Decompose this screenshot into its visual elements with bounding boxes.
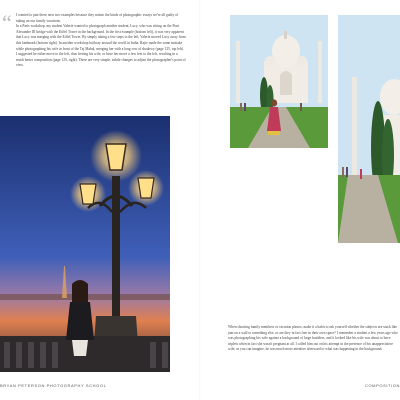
intro-paragraph-2: In a Paris workshop, my student Valerie wanted to photograph another student, Lucy, who was sitting on the Pont Alexandre III bridge with the Eiffel Tower in the background. In the first example (bottom left), it was very apparent that Lucy was merging with the Eiffel Tower. By simply taking a few steps to the left, Valerie moved Lucy away from this landmark (bottom right). In another workshop halfway around the world in India, Rajiv made the same mistake while photographing his wife in front of the Taj Mahal, merging her with a long row of shadowy (page 125, top left). I suggested he either move to the left, thus freeing his wife, or have her move a few feet to the left, resulting in a much better composition (page 125, right). These are very simple, subtle changes to adjust the photographer's point of view. xyxy=(16,24,186,68)
taj-photo-2-graphic xyxy=(338,15,400,243)
photo-taj-mahal-improved xyxy=(338,15,400,243)
footer-book-title: BRYAN PETERSON PHOTOGRAPHY SCHOOL xyxy=(0,383,107,388)
intro-text-block xyxy=(16,13,186,69)
footer-chapter-title: COMPOSITION xyxy=(364,383,400,388)
lower-text-block: When shooting family members or vacation photos, make it a habit to ask yourself whether the subjects are stuck like jam on a wall to something else, or are they in fact free in their own space? I remember a student a few years ago who was photographing his wife against a background of large boulders, and it looked like his wife was about to have triplets when in fact she wasn't pregnant at all. I called him out on his attempt in the presence of his unappreciative wife, as you can imagine, he was much more attentive afterward to what was happening in the background. xyxy=(228,325,398,352)
photo-lamp-post-eiffel-night xyxy=(0,116,170,372)
page-gutter xyxy=(199,0,201,400)
night-photo-graphic xyxy=(0,116,170,372)
intro-paragraph-1: I wanted to pair these next two examples because they mimic the kinds of photographic essays we're all guilty of taking on our family vacations. xyxy=(16,13,179,23)
photo-taj-mahal-merged xyxy=(230,15,328,148)
quote-mark: “ xyxy=(2,10,12,35)
taj-photo-1-graphic xyxy=(230,15,328,148)
